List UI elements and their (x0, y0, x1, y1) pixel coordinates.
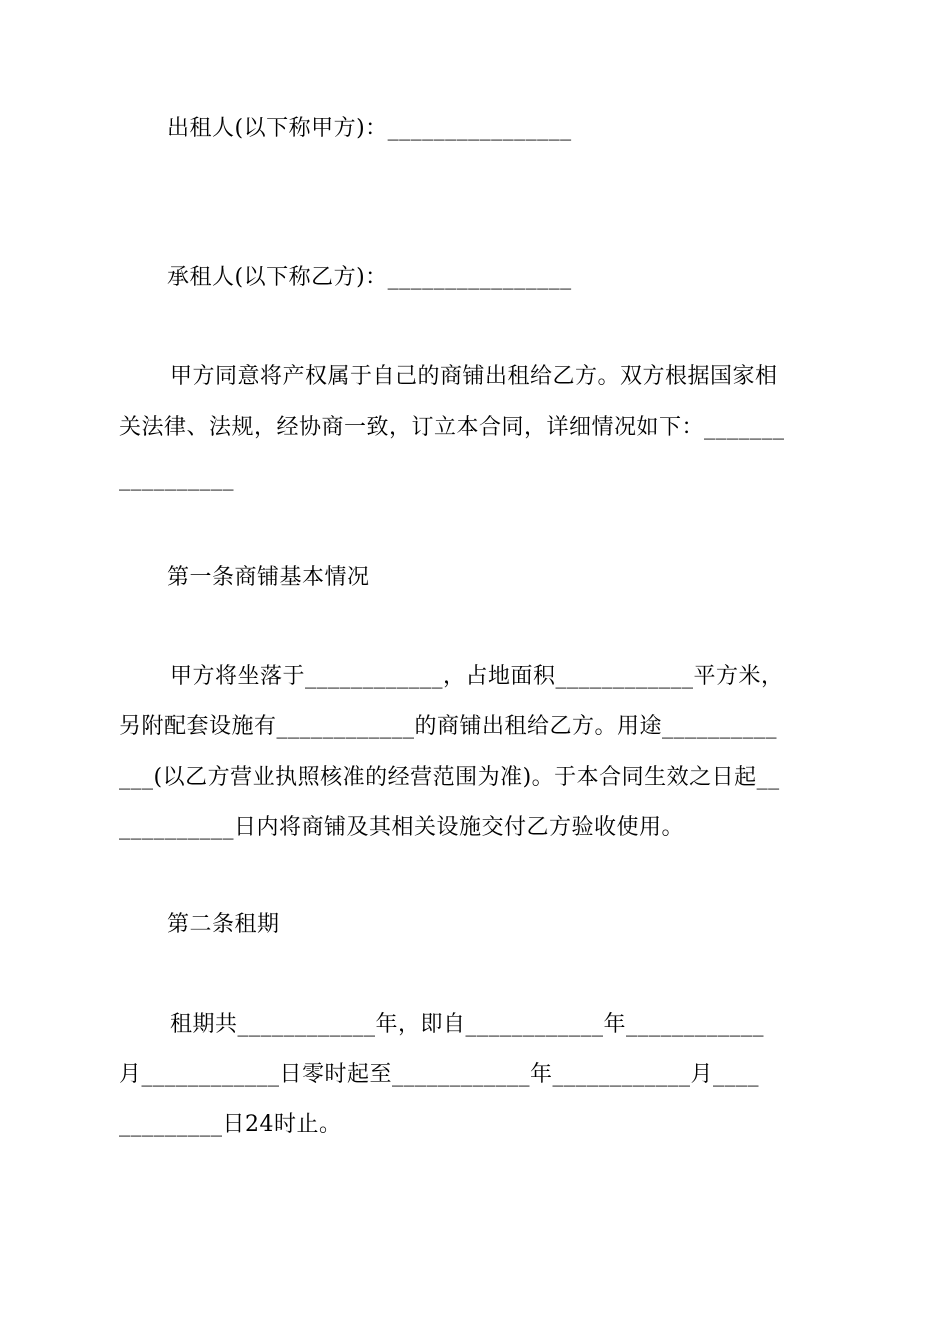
article1-line-2: 另附配套设施有____________的商铺出租给乙方。用途__________ (119, 714, 778, 739)
intro-line-1: 甲方同意将产权属于自己的商铺出租给乙方。双方根据国家相 (170, 364, 778, 389)
article2-line-1: 租期共____________年，即自____________年____________ (170, 1012, 765, 1037)
article1-line-4: __________日内将商铺及其相关设施交付乙方验收使用。 (119, 815, 685, 840)
lessor-line: 出租人(以下称甲方)：________________ (167, 116, 572, 141)
intro-line-2: 关法律、法规，经协商一致，订立本合同，详细情况如下：_______ (119, 415, 785, 440)
article2-title: 第二条租期 (167, 912, 280, 937)
article1-title: 第一条商铺基本情况 (167, 565, 370, 590)
article1-line-3: ___(以乙方营业执照核准的经营范围为准)。于本合同生效之日起__ (119, 765, 780, 790)
article1-line-1: 甲方将坐落于____________，占地面积____________平方米， (170, 664, 784, 689)
article2-line-2: 月____________日零时起至____________年____________月____ (119, 1062, 760, 1087)
article2-line-3: _________日24时止。 (119, 1112, 342, 1137)
intro-line-3: __________ (119, 466, 234, 491)
lessee-line: 承租人(以下称乙方)：________________ (167, 265, 572, 290)
